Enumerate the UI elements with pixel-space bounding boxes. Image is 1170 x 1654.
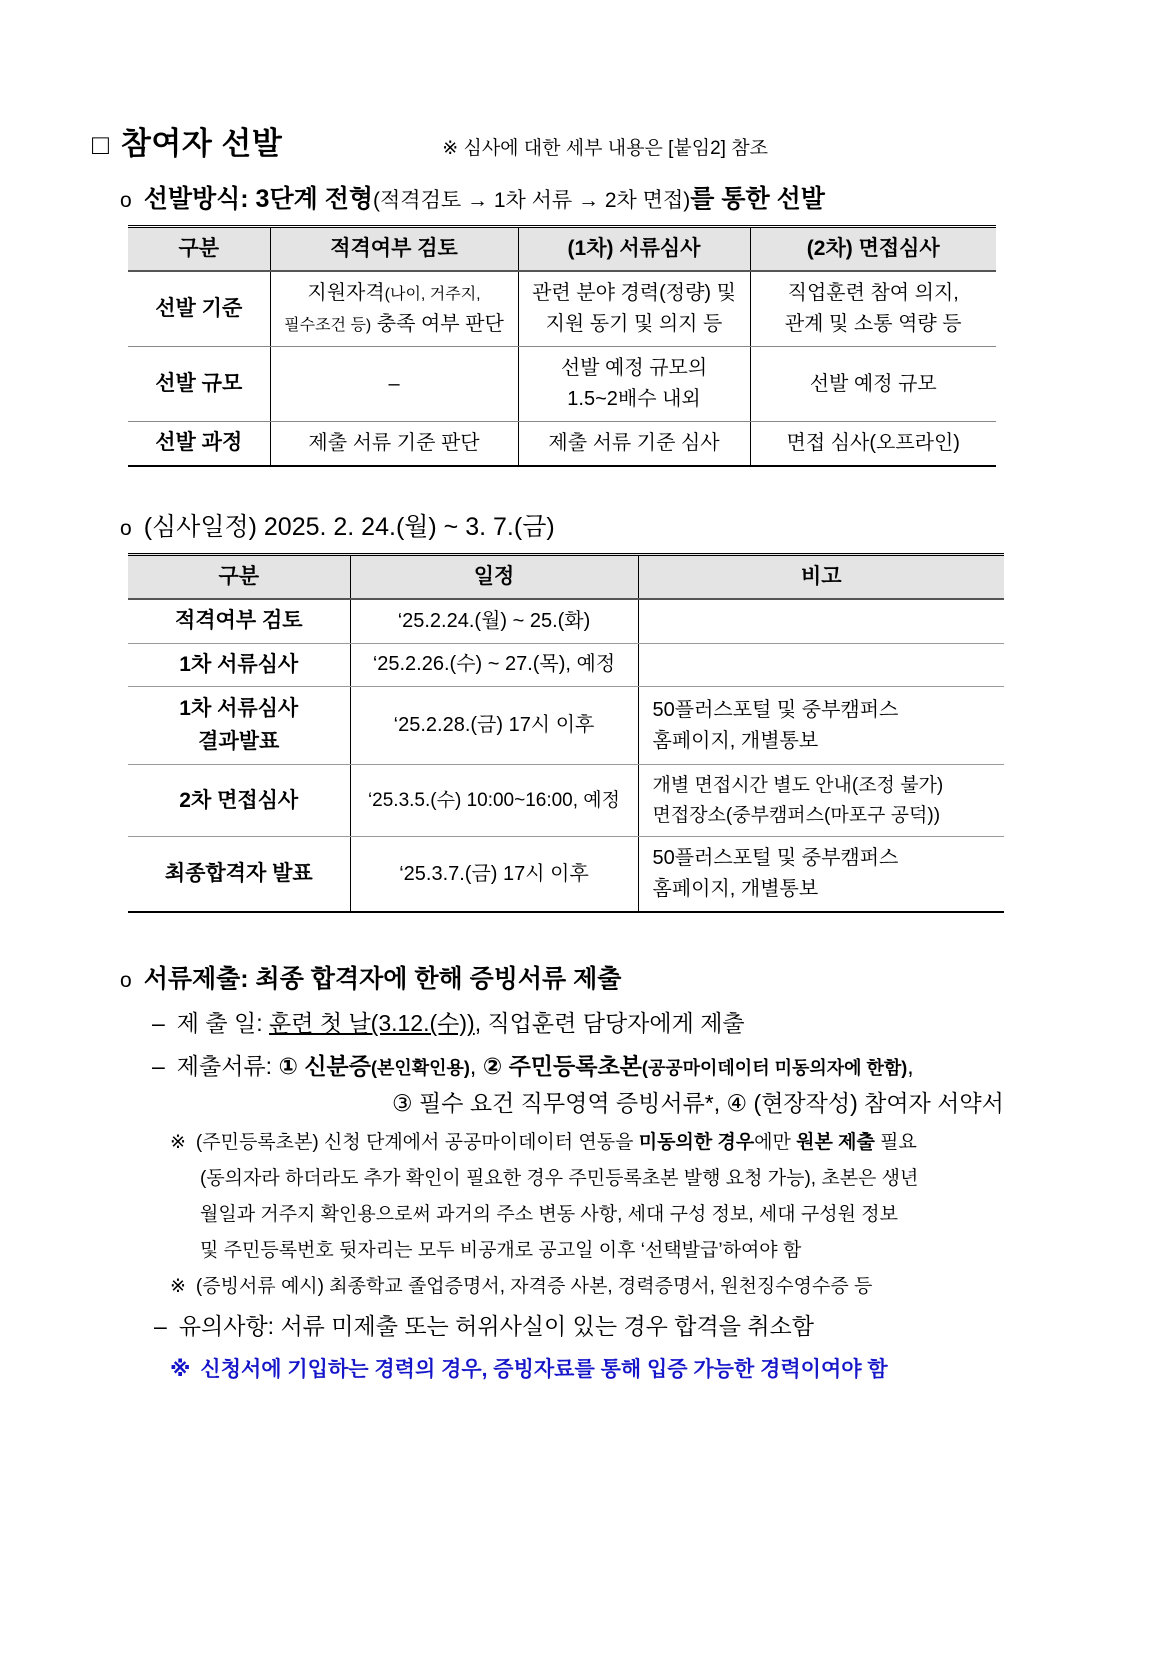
t2-row0-remark [638, 599, 1004, 643]
t1-row0-c2-l2: 지원 동기 및 의지 등 [545, 313, 723, 336]
t2-row2-remark [638, 687, 1004, 765]
caution-text: 유의사항: 서류 미제출 또는 허위사실이 있는 경우 합격을 취소함 [178, 1313, 814, 1340]
t2-header-0: 구분 [128, 554, 350, 599]
selection-method-table [128, 225, 996, 467]
t1-row0-c2 [518, 271, 750, 347]
t1-row0-c1-l2b: 충족 여부 판단 [371, 313, 504, 336]
submission-docs-line2 [392, 1085, 1078, 1118]
section1-label: 선발방식: 3단계 전형 [143, 185, 374, 213]
t1-header-2: (1차) 서류심사 [518, 227, 750, 272]
t2-row1-remark [638, 643, 1004, 686]
doc-item-3: ③ 필수 요건 직무영역 증빙서류*, [392, 1090, 721, 1117]
t1-row1-c3: 선발 예정 규모 [750, 347, 996, 422]
submission-date-item [152, 1005, 1078, 1038]
t2-row2-step [128, 687, 350, 765]
t1-header-1: 적격여부 검토 [270, 227, 518, 272]
submission-date-underlined: 훈련 첫 날(3.12.(수)) [269, 1010, 475, 1037]
dash-bullet-icon: – [152, 1010, 165, 1037]
note-1-continuation-3: 및 주민등록번호 뒷자리는 모두 비공개로 공고일 이후 ‘선택발급’하여야 함 [200, 1240, 802, 1262]
table-row [128, 599, 1004, 643]
t2-row3-remark-l1: 개별 면접시간 별도 안내(조정 불가) [652, 775, 944, 797]
t1-row2-c1: 제출 서류 기준 판단 [270, 422, 518, 466]
submission-date-rest: , 직업훈련 담당자에게 제출 [474, 1010, 745, 1037]
t2-row2-schedule: ‘25.2.28.(금) 17시 이후 [350, 687, 638, 765]
t1-row1-c2-l1: 선발 예정 규모의 [560, 357, 708, 380]
note-1-continuation-1: (동의자라 하더라도 추가 확인이 필요한 경우 주민등록초본 발행 요청 가능), 초본은 생년 [200, 1168, 919, 1190]
section1-paren: (적격검토 → 1차 서류 → 2차 면접) [373, 189, 691, 212]
t1-row0-c2-l1: 관련 분야 경력(정량) 및 [532, 282, 736, 305]
t1-header-3: (2차) 면접심사 [750, 227, 996, 272]
submission-docs-text [177, 1048, 914, 1081]
t1-row2-head: 선발 과정 [128, 422, 270, 466]
reference-mark-icon: ※ [170, 1276, 186, 1298]
t2-row4-remark-l1: 50플러스포털 및 중부캠퍼스 [652, 847, 899, 870]
note-1-p1: 미동의한 경우 [638, 1132, 755, 1154]
t1-row1-c2-l2: 1.5~2배수 내외 [567, 388, 701, 411]
circle-bullet-icon: o [120, 969, 132, 993]
page-heading [92, 118, 1078, 163]
submission-docs-item [152, 1048, 1078, 1081]
blue-note-text: 신청서에 기입하는 경력의 경우, 증빙자료를 통해 입증 가능한 경력이여야 함 [200, 1358, 888, 1382]
section3-bullet-line [120, 959, 1078, 995]
note-2-text: (증빙서류 예시) 최종학교 졸업증명서, 자격증 사본, 경력증명서, 원천징수영수증 등 [195, 1276, 873, 1298]
t2-row2-step-l1: 1차 서류심사 [179, 697, 299, 721]
schedule-table [128, 553, 1004, 913]
t1-row0-c1 [270, 271, 518, 347]
t2-row1-step: 1차 서류심사 [128, 643, 350, 686]
section2-heading: (심사일정) 2025. 2. 24.(월) ~ 3. 7.(금) [143, 512, 555, 541]
t1-row0-c3 [750, 271, 996, 347]
heading-side-note: ※ 심사에 대한 세부 내용은 [붙임2] 참조 [442, 138, 768, 159]
square-bullet-icon: □ [92, 129, 109, 160]
t2-row4-schedule: ‘25.3.7.(금) 17시 이후 [350, 837, 638, 913]
section1-bullet-line [120, 179, 1078, 215]
t1-row1-c1: – [270, 347, 518, 422]
note-1-continuation-2: 월일과 거주지 확인용으로써 과거의 주소 변동 사항, 세대 구성 정보, 세대 구성원 정보 [200, 1204, 898, 1226]
t2-row4-remark-l2: 홈페이지, 개별통보 [652, 878, 819, 901]
t1-row2-c2: 제출 서류 기준 심사 [518, 422, 750, 466]
table-row [128, 643, 1004, 686]
t2-row2-step-l2: 결과발표 [198, 729, 280, 753]
page-title: 참여자 선발 [120, 126, 283, 161]
table-row [128, 765, 1004, 837]
table-row [128, 422, 996, 466]
submission-date-label: 제 출 일: [176, 1010, 270, 1037]
t2-row3-schedule: ‘25.3.5.(수) 10:00~16:00, 예정 [350, 765, 638, 837]
section3-heading: 서류제출: 최종 합격자에 한해 증빙서류 제출 [143, 965, 622, 994]
table-header-row [128, 554, 1004, 599]
section2-bullet-line [120, 507, 1078, 543]
t2-row4-step: 최종합격자 발표 [128, 837, 350, 913]
t2-row1-schedule: ‘25.2.26.(수) ~ 27.(목), 예정 [350, 643, 638, 686]
t2-row4-remark [638, 837, 1004, 913]
doc-item-1: ① 신분증 [278, 1053, 371, 1080]
doc-item-1-note: (본인확인용) [370, 1058, 470, 1079]
submission-docs-label: 제출서류: [176, 1053, 279, 1080]
table-row [128, 347, 996, 422]
blue-note-item [170, 1353, 1078, 1383]
t1-row0-c3-l2: 관계 및 소통 역량 등 [784, 313, 962, 336]
t2-row0-step: 적격여부 검토 [128, 599, 350, 643]
t1-row0-c3-l1: 직업훈련 참여 의지, [787, 282, 959, 305]
t2-row3-remark-l2: 면접장소(중부캠퍼스(마포구 공덕)) [652, 804, 941, 826]
t2-row3-step: 2차 면접심사 [128, 765, 350, 837]
doc-item-2-note: (공공마이데이터 미동의자에 한함) [641, 1058, 908, 1079]
t1-header-0: 구분 [128, 227, 270, 272]
t2-row3-remark [638, 765, 1004, 837]
note-item-2 [170, 1271, 1078, 1298]
dash-bullet-icon: – [154, 1313, 167, 1340]
doc-sep-1: , [469, 1053, 483, 1080]
t1-row2-c3: 면접 심사(오프라인) [750, 422, 996, 466]
doc-sep-2: , [907, 1053, 914, 1080]
doc-item-2: ② 주민등록초본 [482, 1053, 642, 1080]
t1-row1-c2 [518, 347, 750, 422]
submission-date-text [177, 1005, 745, 1038]
table-header-row [128, 227, 996, 272]
t1-row0-c1-l1a: 지원자격 [307, 282, 385, 305]
t2-row2-remark-l2: 홈페이지, 개별통보 [652, 729, 819, 752]
circle-bullet-icon: o [120, 516, 132, 540]
section1-heading [144, 179, 825, 215]
t2-header-2: 비고 [638, 554, 1004, 599]
section1-tail: 를 통한 선발 [690, 185, 825, 213]
t2-header-1: 일정 [350, 554, 638, 599]
reference-mark-icon: ※ [170, 1358, 191, 1382]
doc-item-4: ④ (현장작성) 참여자 서약서 [726, 1090, 1004, 1117]
circle-bullet-icon: o [120, 189, 132, 212]
reference-mark-icon: ※ [170, 1132, 186, 1154]
note-1-p4: 필요 [874, 1132, 917, 1154]
t1-row0-c1-l2a: 필수조건 등) [284, 317, 372, 335]
table-row [128, 837, 1004, 913]
note-item-1 [170, 1127, 1078, 1154]
t1-row1-head: 선발 규모 [128, 347, 270, 422]
t1-row0-head: 선발 기준 [128, 271, 270, 347]
dash-bullet-icon: – [152, 1053, 165, 1080]
note-1-p2: 에만 [754, 1132, 797, 1154]
table-row [128, 271, 996, 347]
t2-row2-remark-l1: 50플러스포털 및 중부캠퍼스 [652, 698, 899, 721]
caution-item [154, 1308, 1078, 1341]
note-1-p3: 원본 제출 [796, 1132, 875, 1154]
table-row [128, 687, 1004, 765]
note-1-p0: (주민등록초본) 신청 단계에서 공공마이데이터 연동을 [195, 1132, 639, 1154]
note-1-text [196, 1127, 917, 1154]
t1-row0-c1-l1b: (나이, 거주지, [384, 286, 481, 304]
t2-row0-schedule: ‘25.2.24.(월) ~ 25.(화) [350, 599, 638, 643]
